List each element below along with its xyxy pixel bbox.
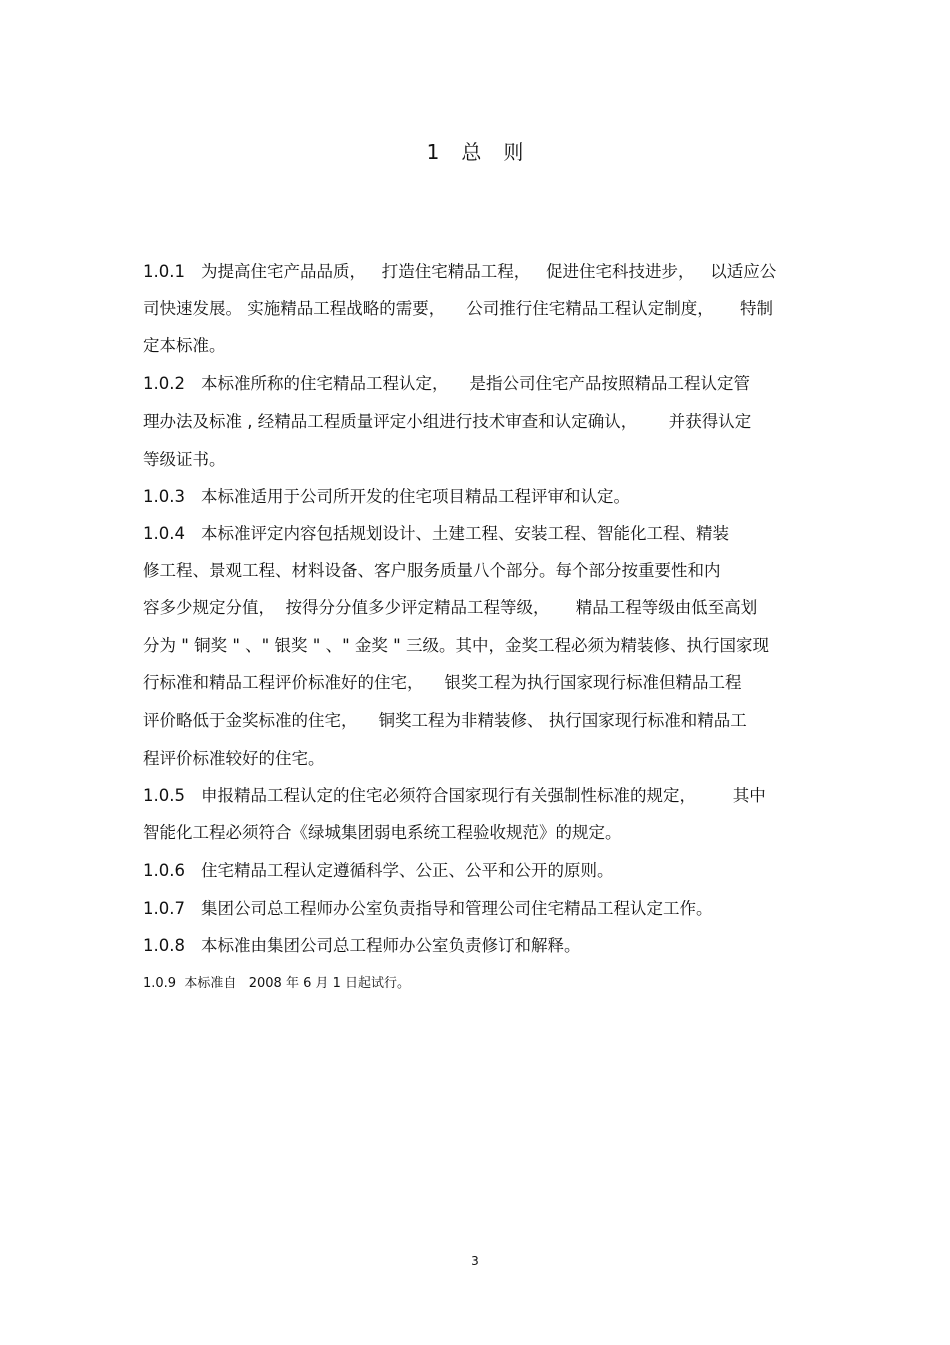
clause-text: 本标准评定内容包括规划设计、土建工程、安装工程、智能化工程、精装	[201, 524, 729, 543]
clause-1-0-1-line-2: 司快速发展。 实施精品工程战略的需要， 公司推行住宅精品工程认定制度， 特制	[143, 299, 773, 318]
clause-text: 本标准适用于公司所开发的住宅项目精品工程评审和认定。	[201, 487, 630, 506]
clause-text: 为提高住宅产品品质， 打造住宅精品工程， 促进住宅科技进步， 以适应公	[201, 262, 777, 281]
chapter-number: 1	[426, 140, 440, 164]
clause-number: 1.0.5	[143, 786, 185, 805]
clause-1-0-2-line-2: 理办法及标准 , 经精品工程质量评定小组进行技术审查和认定确认， 并获得认定	[143, 412, 752, 431]
clause-1-0-1-line-1	[143, 262, 776, 282]
clause-1-0-4-line-2: 修工程、景观工程、材料设备、客户服务质量八个部分。每个部分按重要性和内	[143, 561, 721, 580]
clause-1-0-4-line-4: 分为 " 铜奖 " 、" 银奖 " 、" 金奖 " 三级。其中，金奖工程必须为精装修、执行国家现	[143, 636, 769, 655]
chapter-title	[0, 136, 950, 165]
clause-1-0-5-line-2: 智能化工程必须符合《绿城集团弱电系统工程验收规范》的规定。	[143, 823, 622, 842]
clause-1-0-6	[143, 861, 614, 881]
chapter-title-char-2: 则	[503, 140, 524, 164]
clause-1-0-3	[143, 487, 630, 507]
clause-number: 1.0.4	[143, 524, 185, 543]
clause-1-0-2-line-3: 等级证书。	[143, 450, 226, 469]
clause-text: 集团公司总工程师办公室负责指导和管理公司住宅精品工程认定工作。	[201, 899, 713, 918]
clause-number: 1.0.6	[143, 861, 185, 880]
clause-number: 1.0.3	[143, 487, 185, 506]
clause-1-0-7	[143, 899, 713, 919]
clause-text: 本标准所称的住宅精品工程认定， 是指公司住宅产品按照精品工程认定管	[201, 374, 750, 393]
clause-1-0-4-line-3: 容多少规定分值， 按得分分值多少评定精品工程等级， 精品工程等级由低至高划	[143, 598, 758, 617]
clause-1-0-4-line-7: 程评价标准较好的住宅。	[143, 749, 325, 768]
clause-text: 申报精品工程认定的住宅必须符合国家现行有关强制性标准的规定， 其中	[201, 786, 766, 805]
clause-number: 1.0.7	[143, 899, 185, 918]
clause-text: 本标准由集团公司总工程师办公室负责修订和解释。	[201, 936, 581, 955]
clause-1-0-8	[143, 936, 581, 956]
clause-number: 1.0.2	[143, 374, 185, 393]
clause-text: 住宅精品工程认定遵循科学、公正、公平和公开的原则。	[201, 861, 614, 880]
clause-number: 1.0.8	[143, 936, 185, 955]
clause-1-0-1-line-3: 定本标准。	[143, 336, 226, 355]
clause-1-0-9: 1.0.9 本标准自 2008 年 6 月 1 日起试行。	[143, 976, 411, 991]
clause-number: 1.0.1	[143, 262, 185, 281]
clause-1-0-2-line-1	[143, 374, 750, 394]
clause-1-0-4-line-5: 行标准和精品工程评价标准好的住宅， 银奖工程为执行国家现行标准但精品工程	[143, 673, 742, 692]
clause-1-0-5-line-1	[143, 786, 766, 806]
chapter-title-char-1: 总	[461, 140, 482, 164]
clause-1-0-4-line-1	[143, 524, 729, 544]
page-number: 3	[471, 1254, 479, 1268]
clause-1-0-4-line-6: 评价略低于金奖标准的住宅， 铜奖工程为非精装修、 执行国家现行标准和精品工	[143, 711, 747, 730]
